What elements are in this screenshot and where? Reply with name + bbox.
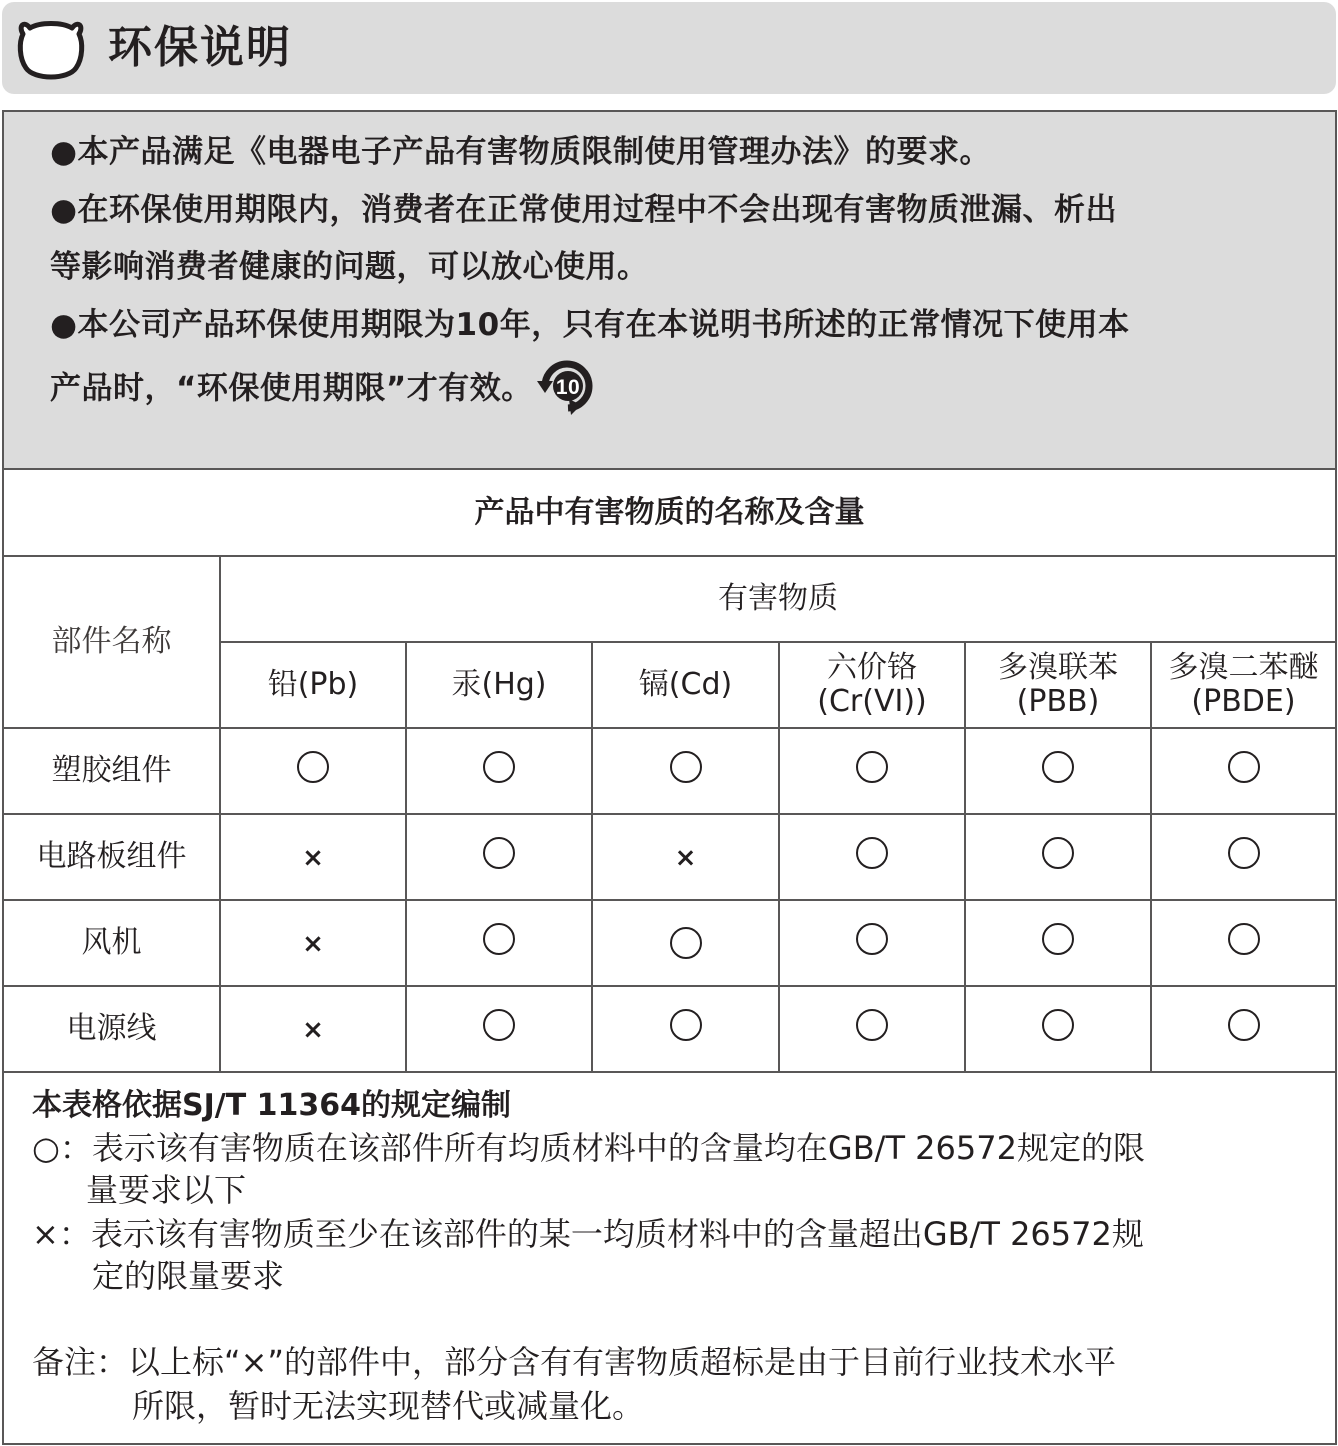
- value-cell: [965, 814, 1151, 900]
- table-row: [4, 986, 1335, 1072]
- value-cell: [1151, 900, 1335, 986]
- value-cell: [220, 986, 406, 1072]
- notice-line-3b-text: 产品时，“环保使用期限”才有效。: [50, 370, 533, 407]
- value-cell: [406, 986, 592, 1072]
- exceed-mark: ×: [302, 842, 324, 873]
- value-cell: [779, 900, 965, 986]
- conform-mark: [483, 751, 515, 783]
- exceed-mark: ×: [302, 1014, 324, 1045]
- conform-mark: [1042, 837, 1074, 869]
- conform-mark: [856, 923, 888, 955]
- exceed-mark: ×: [674, 842, 697, 873]
- column-header-cd: 镉(Cd): [592, 642, 779, 728]
- conform-mark: [856, 1009, 888, 1041]
- notice-line-1: ●本产品满足《电器电子产品有害物质限制使用管理办法》的要求。: [50, 134, 992, 170]
- value-cell: [965, 728, 1151, 814]
- value-cell: [406, 814, 592, 900]
- cross-legend-line-2: 定的限量要求: [92, 1257, 285, 1295]
- conform-mark: [856, 837, 888, 869]
- table-row: [4, 900, 1335, 986]
- content-frame: [2, 110, 1337, 1445]
- value-cell: [1151, 814, 1335, 900]
- column-header-cr6: 六价铬 (Cr(VI)): [779, 642, 965, 728]
- value-cell: [220, 728, 406, 814]
- conform-mark: [1228, 1009, 1260, 1041]
- value-cell: [779, 728, 965, 814]
- notice-block: [4, 112, 1335, 470]
- part-name: 电路板组件: [4, 814, 220, 900]
- conform-mark: [670, 927, 702, 959]
- page-title: 环保说明: [108, 22, 292, 73]
- conform-mark: [483, 837, 515, 869]
- conform-mark: [483, 1009, 515, 1041]
- conform-mark: [483, 923, 515, 955]
- value-cell: [779, 814, 965, 900]
- conform-mark: [1042, 751, 1074, 783]
- conform-mark: [1042, 923, 1074, 955]
- hazardous-substance-table: [4, 470, 1335, 1073]
- value-cell: [592, 900, 779, 986]
- table-row: [4, 728, 1335, 814]
- table-row: [4, 814, 1335, 900]
- conform-mark: [297, 751, 329, 783]
- conform-mark: [670, 1009, 702, 1041]
- value-cell: [779, 986, 965, 1072]
- value-cell: [1151, 986, 1335, 1072]
- value-cell: [406, 900, 592, 986]
- part-name: 电源线: [4, 986, 220, 1072]
- remark-line-2: 所限，暂时无法实现替代或减量化。: [132, 1387, 645, 1425]
- conform-mark: [1228, 923, 1260, 955]
- value-cell: [965, 986, 1151, 1072]
- remark-line-1: 备注：以上标“×”的部件中，部分含有有害物质超标是由于目前行业技术水平: [32, 1343, 1116, 1381]
- value-cell: [965, 900, 1151, 986]
- exceed-mark: ×: [302, 928, 324, 959]
- conform-mark: [670, 751, 702, 783]
- conform-mark: [1042, 1009, 1074, 1041]
- conform-mark: [1228, 751, 1260, 783]
- circle-legend-line-2: 量要求以下: [86, 1171, 247, 1209]
- value-cell: [592, 728, 779, 814]
- svg-text:10: 10: [555, 376, 580, 399]
- value-cell: [592, 814, 779, 900]
- cross-legend-line-1: ×：表示该有害物质至少在该部件的某一均质材料中的含量超出GB/T 26572规: [32, 1215, 1144, 1253]
- value-cell: [220, 814, 406, 900]
- notice-line-2a: ●在环保使用期限内，消费者在正常使用过程中不会出现有害物质泄漏、析出: [50, 192, 1118, 228]
- column-header-pbde: 多溴二苯醚 (PBDE): [1151, 642, 1335, 728]
- part-name: 风机: [4, 900, 220, 986]
- notice-line-2b: 等影响消费者健康的问题，可以放心使用。: [50, 249, 649, 285]
- notice-line-3a: ●本公司产品环保使用期限为10年，只有在本说明书所述的正常情况下使用本: [50, 307, 1130, 343]
- column-header-hg: 汞(Hg): [406, 642, 592, 728]
- conform-mark: [1228, 837, 1260, 869]
- bear-head-icon: [16, 14, 86, 84]
- value-cell: [1151, 728, 1335, 814]
- table-caption-row: [4, 470, 1335, 556]
- part-name: 塑胶组件: [4, 728, 220, 814]
- value-cell: [592, 986, 779, 1072]
- eco-period-10-icon: [535, 355, 601, 417]
- standard-basis-note: 本表格依据SJ/T 11364的规定编制: [32, 1088, 512, 1123]
- column-header-pb: 铅(Pb): [220, 642, 406, 728]
- value-cell: [220, 900, 406, 986]
- circle-legend-line-1: ○：表示该有害物质在该部件所有均质材料中的含量均在GB/T 26572规定的限: [32, 1129, 1145, 1167]
- conform-mark: [856, 751, 888, 783]
- value-cell: [406, 728, 592, 814]
- column-header-pbb: 多溴联苯 (PBB): [965, 642, 1151, 728]
- header-bar: [2, 2, 1336, 94]
- notice-line-3b: [50, 363, 601, 417]
- substance-group-header: 有害物质: [220, 556, 1335, 642]
- table-caption: 产品中有害物质的名称及含量: [4, 470, 1335, 556]
- part-name-header: 部件名称: [4, 556, 220, 728]
- table-group-header-row: [4, 556, 1335, 642]
